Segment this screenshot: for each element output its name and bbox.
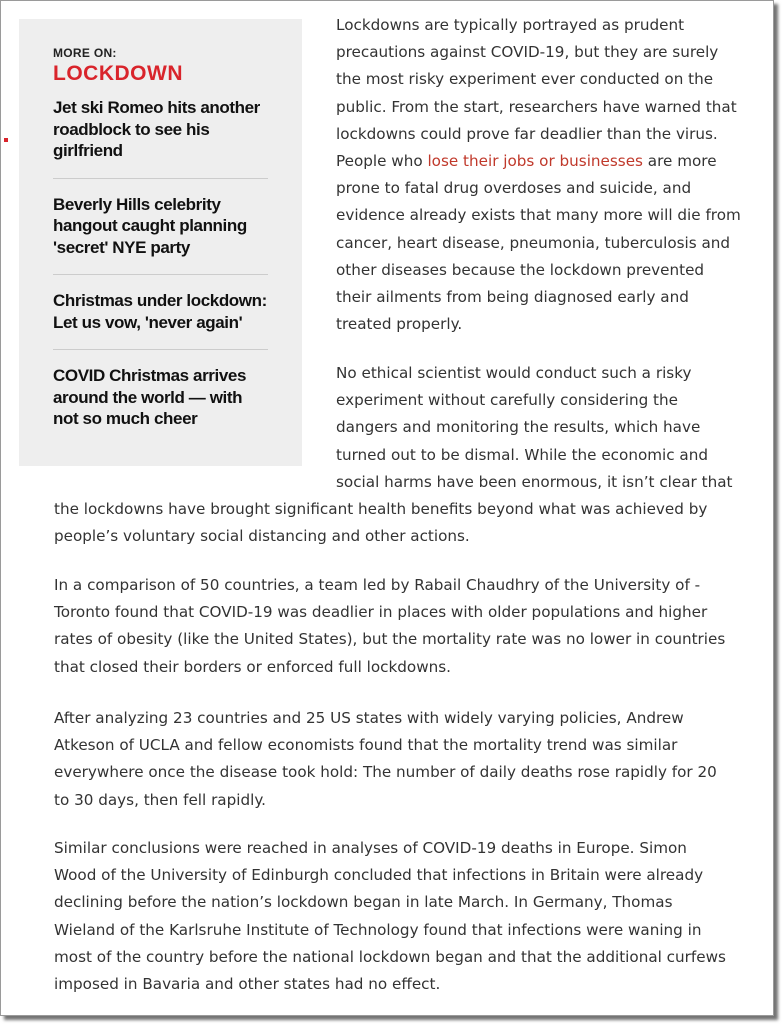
text-line: the lockdowns have brought significant health benefits beyond what was achieved by xyxy=(54,500,708,518)
article-paragraph-5 xyxy=(54,835,726,998)
margin-marker xyxy=(4,138,8,142)
more-on-topic-link[interactable]: LOCKDOWN xyxy=(53,62,183,85)
text-line: people’s voluntary social distancing and other actions. xyxy=(54,527,470,546)
article-paragraph-2a xyxy=(336,360,732,496)
text-line: precautions against COVID-19, but they are surely xyxy=(336,43,719,62)
article-paragraph-1 xyxy=(336,12,741,338)
related-article-link[interactable]: Beverly Hills celebrity hangout caught planning 'secret' NYE party xyxy=(53,194,247,257)
related-article-item xyxy=(53,274,268,349)
related-article-link[interactable]: COVID Christmas arrives around the world — with not so much cheer xyxy=(53,366,246,428)
text-line: evidence already exists that many more will die from xyxy=(336,206,741,225)
article-paragraph-3 xyxy=(54,572,725,681)
text-line: their ailments from being diagnosed early and xyxy=(336,288,689,307)
text-line: Similar conclusions were reached in analyses of COVID-19 deaths in Europe. Simon xyxy=(54,839,687,857)
text-line: Wood of the University of Edinburgh concluded that infections in Britain were already xyxy=(54,866,704,885)
text-line: public. From the start, researchers have warned that xyxy=(336,97,737,116)
text-line: dangers and monitoring the results, which have xyxy=(336,418,701,437)
related-article-link[interactable]: Jet ski Romeo hits another roadblock to see his girlfriend xyxy=(53,98,260,160)
text-line: Wieland of the Karlsruhe Institute of Technology found that infections were waning in xyxy=(54,920,702,939)
more-on-sidebar xyxy=(19,19,302,466)
text-line: treated properly. xyxy=(336,315,463,334)
text-line xyxy=(336,148,741,175)
text-fragment: People who xyxy=(336,152,428,171)
text-line: cancer, heart disease, pneumonia, tuberculosis and xyxy=(336,233,731,252)
text-line: No ethical scientist would conduct such a risky xyxy=(336,364,692,382)
related-articles-list xyxy=(53,86,268,446)
text-line: declining before the nation’s lockdown began in late March. In Germany, Thomas xyxy=(54,893,673,912)
related-article-item xyxy=(53,86,268,178)
related-article-item xyxy=(53,178,268,275)
text-line: to 30 days, then fell rapidly. xyxy=(54,790,266,809)
text-line: imposed in Bavaria and other states had no effect. xyxy=(54,975,441,994)
more-on-heading: MORE ON: xyxy=(53,46,117,60)
text-line: social harms have been enormous, it isn’t clear that xyxy=(336,472,733,491)
related-article-link[interactable]: Christmas under lockdown: Let us vow, 'never again' xyxy=(53,291,267,332)
related-article-item xyxy=(53,349,268,446)
text-line: prone to fatal drug overdoses and suicide, and xyxy=(336,179,692,198)
text-line: lockdowns could prove far deadlier than the virus. xyxy=(336,124,718,143)
text-line: other diseases because the lockdown prevented xyxy=(336,260,705,279)
article-paragraph-4 xyxy=(54,705,717,814)
article-paragraph-2b xyxy=(54,496,707,550)
text-line: Toronto found that COVID-19 was deadlier in places with older populations and higher xyxy=(54,603,708,622)
text-line: that closed their borders or enforced full lockdowns. xyxy=(54,657,452,676)
text-line: Atkeson of UCLA and fellow economists found that the mortality trend was similar xyxy=(54,736,678,755)
text-line: After analyzing 23 countries and 25 US states with widely varying policies, Andrew xyxy=(54,709,684,727)
text-line: experiment without carefully considering the xyxy=(336,391,678,410)
text-line: Lockdowns are typically portrayed as prudent xyxy=(336,16,685,34)
text-fragment: are more xyxy=(642,152,717,171)
text-line: rates of obesity (like the United States), but the mortality rate was no lower in countries xyxy=(54,630,726,649)
text-line: In a comparison of 50 countries, a team led by Rabail Chaudhry of the University of - xyxy=(54,576,701,594)
text-line: the most risky experiment ever conducted on the xyxy=(336,70,714,89)
text-line: most of the country before the national lockdown began and that the additional curfews xyxy=(54,947,726,966)
jobs-businesses-link[interactable]: lose their jobs or businesses xyxy=(427,152,643,171)
text-line: turned out to be dismal. While the economic and xyxy=(336,445,709,464)
text-line: everywhere once the disease took hold: The number of daily deaths rose rapidly for 20 xyxy=(54,763,717,782)
